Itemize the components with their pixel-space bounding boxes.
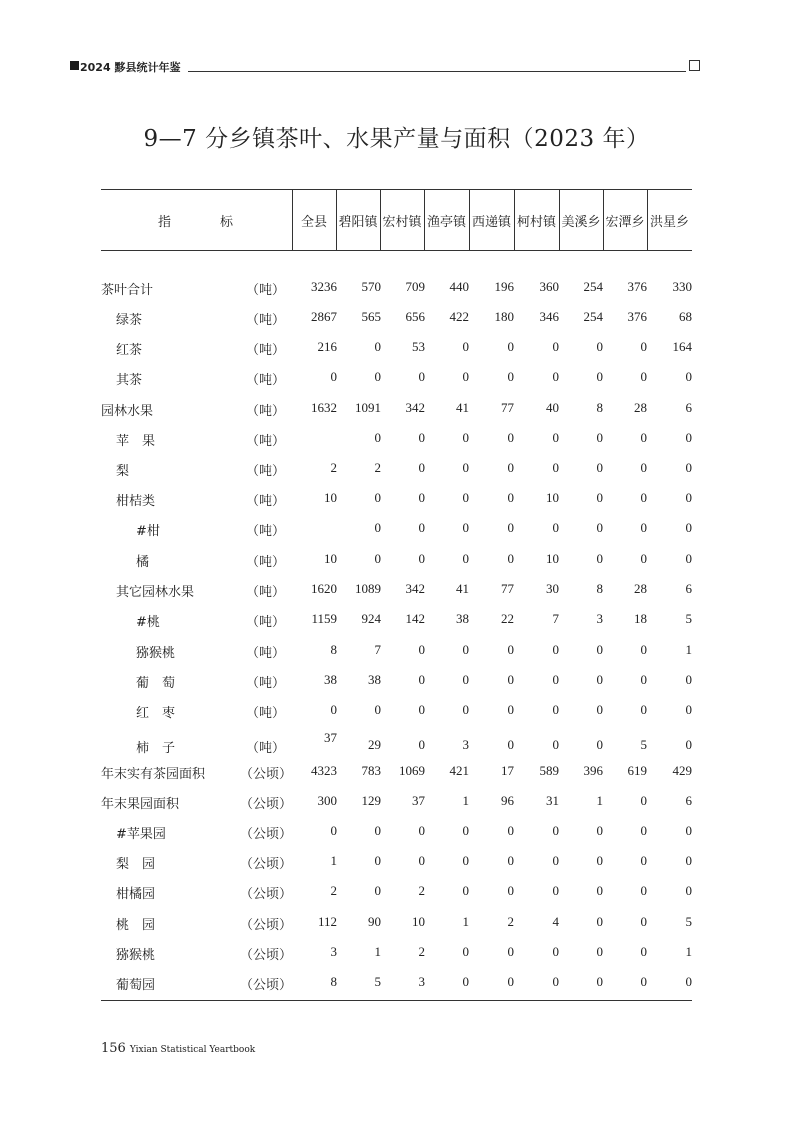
row-unit: （吨） (246, 676, 286, 691)
table-cell: 0 (507, 520, 514, 535)
row-unit: （吨） (246, 434, 286, 449)
table-cell: 37 (412, 793, 425, 808)
row-label: 猕猴桃 (136, 646, 176, 661)
row-label: 红 枣 (136, 706, 176, 721)
table-cell: 0 (685, 883, 692, 898)
table-cell: 0 (374, 490, 381, 505)
table-cell: 3 (418, 974, 425, 989)
table-cell: 1 (374, 944, 381, 959)
row-label: #柑 (136, 524, 160, 539)
table-cell: 18 (634, 611, 647, 626)
table-cell: 0 (552, 883, 559, 898)
row-unit: （公顷） (240, 827, 293, 842)
row-unit: （吨） (246, 585, 286, 600)
table-cell: 0 (462, 551, 469, 566)
table-cell: 0 (596, 702, 603, 717)
table-cell: 1089 (355, 581, 381, 596)
table-cell: 0 (418, 737, 425, 752)
row-label: 其茶 (116, 373, 143, 388)
table-cell: 0 (418, 551, 425, 566)
table-cell: 0 (596, 369, 603, 384)
table-cell: 0 (640, 672, 647, 687)
table-cell: 0 (552, 672, 559, 687)
table-cell: 22 (501, 611, 514, 626)
table-cell: 30 (546, 581, 559, 596)
table-cell: 1620 (311, 581, 337, 596)
table-cell: 0 (685, 520, 692, 535)
header-text: 2024 黟县统计年鉴 (80, 61, 181, 74)
table-cell: 4323 (311, 763, 337, 778)
column-header: 碧阳镇 (338, 214, 378, 230)
table-cell: 254 (583, 309, 603, 324)
table-cell: 0 (374, 551, 381, 566)
table-cell: 0 (640, 339, 647, 354)
column-header: 全县 (300, 214, 327, 230)
table-cell: 342 (405, 581, 425, 596)
row-unit: （吨） (246, 404, 286, 419)
table-cell: 2867 (311, 309, 337, 324)
table-cell: 2 (418, 944, 425, 959)
table-cell: 0 (685, 430, 692, 445)
table-cell: 0 (507, 642, 514, 657)
table-cell: 0 (418, 702, 425, 717)
table-cell: 0 (596, 944, 603, 959)
table-cell: 0 (552, 737, 559, 752)
table-cell: 0 (507, 702, 514, 717)
row-unit: （吨） (246, 464, 286, 479)
table-cell: 8 (330, 642, 337, 657)
row-label: 红茶 (116, 343, 143, 358)
table-cell: 1 (462, 793, 469, 808)
table-cell: 0 (462, 974, 469, 989)
row-label: 绿茶 (116, 313, 143, 328)
row-unit: （吨） (246, 283, 286, 298)
table-cell: 0 (374, 883, 381, 898)
table-cell: 0 (507, 974, 514, 989)
column-header: 柯村镇 (516, 214, 556, 230)
table-cell: 0 (418, 642, 425, 657)
row-label: 柑桔类 (116, 494, 156, 509)
table-cell: 1 (685, 944, 692, 959)
table-cell: 77 (501, 581, 514, 596)
row-unit: （公顷） (240, 767, 293, 782)
table-cell: 376 (627, 279, 647, 294)
running-header (70, 59, 700, 75)
table-cell: 0 (685, 490, 692, 505)
table-cell: 360 (539, 279, 559, 294)
table-cell: 0 (507, 944, 514, 959)
row-unit: （公顷） (240, 918, 293, 933)
table-cell: 421 (449, 763, 469, 778)
table-header-rule (101, 250, 692, 251)
table-cell: 10 (546, 490, 559, 505)
table-cell: 0 (374, 369, 381, 384)
table-cell: 0 (685, 737, 692, 752)
table-cell: 0 (330, 702, 337, 717)
table-cell: 10 (546, 551, 559, 566)
table-cell: 0 (374, 520, 381, 535)
table-cell: 0 (418, 490, 425, 505)
table-cell: 196 (494, 279, 514, 294)
table-cell: 924 (361, 611, 381, 626)
table-cell: 570 (361, 279, 381, 294)
table-cell: 440 (449, 279, 469, 294)
table-cell: 1 (685, 642, 692, 657)
row-unit: （公顷） (240, 797, 293, 812)
table-cell: 1632 (311, 400, 337, 415)
row-unit: （吨） (246, 615, 286, 630)
table-cell: 342 (405, 400, 425, 415)
table-cell: 0 (507, 883, 514, 898)
table-cell: 3 (596, 611, 603, 626)
table-cell: 0 (685, 551, 692, 566)
table-cell: 0 (640, 460, 647, 475)
table-cell: 112 (317, 914, 337, 929)
table-cell: 0 (685, 853, 692, 868)
row-unit: （吨） (246, 555, 286, 570)
table-cell: 0 (552, 460, 559, 475)
row-unit: （公顷） (240, 978, 293, 993)
table-cell: 0 (507, 490, 514, 505)
table-cell: 0 (330, 823, 337, 838)
row-unit: （吨） (246, 343, 286, 358)
column-header: 宏潭乡 (605, 214, 645, 230)
table-cell: 0 (507, 339, 514, 354)
table-cell: 422 (449, 309, 469, 324)
table-cell: 346 (539, 309, 559, 324)
table-cell: 0 (685, 672, 692, 687)
table-cell: 0 (640, 944, 647, 959)
table-cell: 3236 (311, 279, 337, 294)
table-cell: 0 (596, 974, 603, 989)
table-cell: 0 (596, 914, 603, 929)
row-unit: （吨） (246, 706, 286, 721)
table-cell: 10 (324, 490, 337, 505)
table-cell: 38 (456, 611, 469, 626)
table-cell: 0 (507, 853, 514, 868)
table-cell: 0 (640, 883, 647, 898)
row-label: 葡萄园 (116, 978, 156, 993)
table-cell: 0 (596, 460, 603, 475)
table-cell: 2 (418, 883, 425, 898)
table-cell: 38 (368, 672, 381, 687)
table-cell: 28 (634, 581, 647, 596)
table-cell: 300 (317, 793, 337, 808)
table-cell: 0 (462, 883, 469, 898)
table-cell: 129 (361, 793, 381, 808)
table-cell: 0 (418, 369, 425, 384)
table-cell: 0 (374, 430, 381, 445)
table-cell: 0 (552, 520, 559, 535)
table-cell: 0 (552, 974, 559, 989)
table-cell: 589 (539, 763, 559, 778)
table-cell: 565 (361, 309, 381, 324)
table-cell: 6 (685, 793, 692, 808)
table-cell: 31 (546, 793, 559, 808)
header-rule (188, 71, 686, 72)
table-cell: 2 (507, 914, 514, 929)
table-cell: 0 (552, 702, 559, 717)
table-cell: 783 (361, 763, 381, 778)
table-cell: 10 (412, 914, 425, 929)
table-cell: 0 (418, 460, 425, 475)
table-cell: 0 (596, 642, 603, 657)
table-cell: 7 (374, 642, 381, 657)
table-cell: 0 (507, 737, 514, 752)
table-cell: 2 (374, 460, 381, 475)
table-cell: 656 (405, 309, 425, 324)
table-cell: 0 (640, 430, 647, 445)
row-label: 猕猴桃 (116, 948, 156, 963)
row-unit: （吨） (246, 646, 286, 661)
table-cell: 2 (330, 883, 337, 898)
table-cell: 0 (596, 883, 603, 898)
row-label: #苹果园 (116, 827, 166, 842)
table-cell: 8 (596, 400, 603, 415)
table-cell: 0 (552, 642, 559, 657)
table-cell: 4 (552, 914, 559, 929)
table-cell: 1069 (399, 763, 425, 778)
table-cell: 0 (462, 430, 469, 445)
table-cell: 8 (330, 974, 337, 989)
table-cell: 0 (596, 490, 603, 505)
row-unit: （吨） (246, 373, 286, 388)
indicator-head-part2: 标 (220, 215, 234, 230)
table-cell: 0 (374, 702, 381, 717)
table-cell: 0 (685, 974, 692, 989)
table-cell: 0 (507, 460, 514, 475)
table-cell: 17 (501, 763, 514, 778)
table-cell: 0 (640, 702, 647, 717)
table-cell: 3 (462, 737, 469, 752)
table-cell: 68 (679, 309, 692, 324)
table-cell: 0 (640, 823, 647, 838)
table-cell: 0 (507, 369, 514, 384)
row-unit: （公顷） (240, 948, 293, 963)
table-cell: 0 (462, 460, 469, 475)
table-cell: 0 (640, 642, 647, 657)
table-cell: 0 (552, 853, 559, 868)
table-cell: 0 (418, 430, 425, 445)
table-cell: 77 (501, 400, 514, 415)
table-cell: 619 (627, 763, 647, 778)
table-cell: 0 (685, 460, 692, 475)
table-cell: 1 (596, 793, 603, 808)
table-cell: 37 (324, 730, 337, 745)
table-cell: 1 (462, 914, 469, 929)
table-cell: 0 (685, 823, 692, 838)
table-cell: 0 (462, 823, 469, 838)
table-cell: 0 (552, 823, 559, 838)
table-cell: 3 (330, 944, 337, 959)
table-cell: 0 (462, 672, 469, 687)
column-header: 渔亭镇 (426, 214, 466, 230)
header-box-icon (689, 60, 700, 71)
table-cell: 0 (462, 702, 469, 717)
table-cell: 41 (456, 581, 469, 596)
table-cell: 0 (418, 672, 425, 687)
table-cell: 0 (640, 490, 647, 505)
row-unit: （吨） (246, 524, 286, 539)
table-cell: 5 (685, 914, 692, 929)
table-cell: 10 (324, 551, 337, 566)
table-cell: 5 (685, 611, 692, 626)
table-cell: 96 (501, 793, 514, 808)
table-cell: 180 (494, 309, 514, 324)
table-cell: 709 (405, 279, 425, 294)
table-cell: 0 (640, 520, 647, 535)
row-label: 梨 园 (116, 857, 156, 872)
table-cell: 28 (634, 400, 647, 415)
table-cell: 0 (507, 672, 514, 687)
row-unit: （吨） (246, 494, 286, 509)
table-cell: 40 (546, 400, 559, 415)
row-unit: （公顷） (240, 887, 293, 902)
table-cell: 0 (374, 823, 381, 838)
table-cell: 0 (640, 793, 647, 808)
row-label: 年末实有茶园面积 (101, 767, 206, 782)
header-square-icon (70, 61, 79, 70)
row-label: 梨 (116, 464, 130, 479)
row-label: 柿 子 (136, 741, 176, 756)
table-cell: 0 (462, 944, 469, 959)
table-title: 9—7 分乡镇茶叶、水果产量与面积（2023 年） (143, 126, 650, 152)
table-cell: 1 (330, 853, 337, 868)
row-unit: （吨） (246, 741, 286, 756)
table-cell: 0 (685, 369, 692, 384)
table-cell: 0 (640, 853, 647, 868)
row-unit: （公顷） (240, 857, 293, 872)
table-cell: 5 (374, 974, 381, 989)
table-cell: 5 (640, 737, 647, 752)
table-cell: 396 (583, 763, 603, 778)
table-cell: 90 (368, 914, 381, 929)
table-cell: 0 (507, 430, 514, 445)
row-label: 苹 果 (116, 434, 156, 449)
row-unit: （吨） (246, 313, 286, 328)
table-cell: 429 (672, 763, 692, 778)
table-cell: 29 (368, 737, 381, 752)
table-cell: 6 (685, 581, 692, 596)
footer-text: Yixian Statistical Yeartbook (129, 1045, 256, 1055)
indicator-head-part1: 指 (158, 215, 172, 230)
table-cell: 0 (552, 430, 559, 445)
row-label: 葡 萄 (136, 676, 176, 691)
table-cell: 6 (685, 400, 692, 415)
table-cell: 0 (330, 369, 337, 384)
table-cell: 0 (596, 853, 603, 868)
row-label: 橘 (136, 555, 150, 570)
table-cell: 2 (330, 460, 337, 475)
table-cell: 0 (596, 823, 603, 838)
table-cell: 0 (462, 520, 469, 535)
table-cell: 0 (418, 853, 425, 868)
table-cell: 0 (507, 551, 514, 566)
table-cell: 254 (583, 279, 603, 294)
table-cell: 0 (640, 551, 647, 566)
table-cell: 0 (507, 823, 514, 838)
table-cell: 0 (418, 823, 425, 838)
table-cell: 41 (456, 400, 469, 415)
table-cell: 0 (462, 369, 469, 384)
table-cell: 7 (552, 611, 559, 626)
table-cell: 0 (596, 672, 603, 687)
table-cell: 1159 (311, 611, 337, 626)
row-label: 园林水果 (101, 404, 154, 419)
table-cell: 0 (374, 853, 381, 868)
table-cell: 0 (462, 339, 469, 354)
table-cell: 142 (405, 611, 425, 626)
table-cell: 216 (317, 339, 337, 354)
table-cell: 0 (552, 369, 559, 384)
table-cell: 0 (462, 490, 469, 505)
row-label: 柑橘园 (116, 887, 156, 902)
table-cell: 0 (596, 737, 603, 752)
table-cell: 0 (640, 914, 647, 929)
table-cell: 0 (596, 430, 603, 445)
table-cell: 0 (596, 551, 603, 566)
table-cell: 38 (324, 672, 337, 687)
column-header: 洪星乡 (649, 214, 689, 230)
table-cell: 0 (596, 520, 603, 535)
column-header: 美溪乡 (561, 214, 601, 230)
table-cell: 53 (412, 339, 425, 354)
row-label: 茶叶合计 (101, 283, 154, 298)
table-cell: 0 (685, 702, 692, 717)
table-bottom-rule (101, 1000, 692, 1001)
table-cell: 376 (627, 309, 647, 324)
table-cell: 0 (552, 339, 559, 354)
table-cell: 0 (552, 944, 559, 959)
table-cell: 1091 (355, 400, 381, 415)
table-cell: 8 (596, 581, 603, 596)
page-footer (101, 1041, 255, 1056)
table-cell: 0 (374, 339, 381, 354)
table-cell: 164 (672, 339, 692, 354)
table-cell: 330 (672, 279, 692, 294)
table-cell: 0 (640, 369, 647, 384)
page-number: 156 (101, 1041, 126, 1056)
row-label: 其它园林水果 (116, 585, 195, 600)
table-cell: 0 (418, 520, 425, 535)
table-cell: 0 (596, 339, 603, 354)
column-header: 宏村镇 (382, 214, 422, 230)
row-label: #桃 (136, 615, 160, 630)
table-cell: 0 (462, 642, 469, 657)
row-label: 年末果园面积 (101, 797, 180, 812)
row-label: 桃 园 (116, 918, 156, 933)
table-cell: 0 (640, 974, 647, 989)
table-cell: 0 (462, 853, 469, 868)
column-header: 西递镇 (471, 214, 511, 230)
